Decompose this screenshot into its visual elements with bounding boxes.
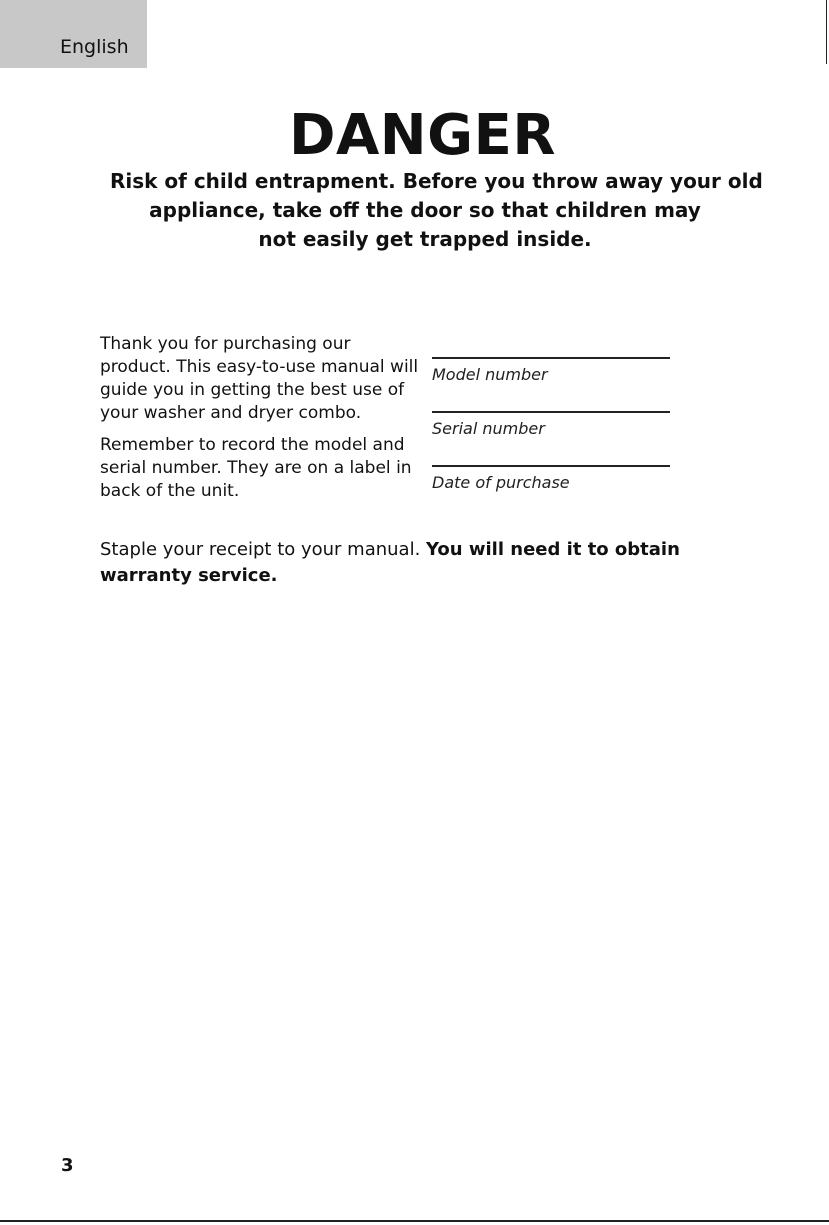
page-edge-mark — [826, 0, 827, 64]
danger-line: not easily get trapped inside. — [258, 227, 592, 251]
danger-line: Risk of child entrapment. Before you throw away your old — [110, 169, 763, 193]
intro-text — [100, 333, 420, 503]
intro-line: back of the unit. — [100, 481, 240, 501]
intro-line: product. This easy-to-use manual will — [100, 357, 419, 377]
bottom-rule — [0, 1220, 829, 1222]
intro-line: serial number. They are on a label in — [100, 458, 412, 478]
receipt-emphasis: You will need it to obtain warranty service. — [100, 539, 680, 586]
receipt-text: Staple your receipt to your manual. — [100, 539, 427, 560]
intro-line: Remember to record the model and — [100, 435, 405, 455]
intro-paragraph-thanks — [100, 333, 420, 425]
date-of-purchase-field: Date of purchase — [432, 465, 670, 492]
intro-line: guide you in getting the best use of — [100, 380, 405, 400]
danger-line: appliance, take off the door so that children may — [149, 198, 701, 222]
receipt-note — [100, 537, 740, 589]
serial-number-field: Serial number — [432, 411, 670, 438]
intro-line: Thank you for purchasing our — [100, 334, 351, 354]
danger-heading: DANGER — [288, 103, 557, 168]
page-number: 3 — [61, 1155, 74, 1176]
model-number-field: Model number — [432, 357, 670, 384]
language-tab — [0, 0, 147, 68]
danger-warning-text — [110, 167, 763, 254]
language-label: English — [60, 36, 129, 58]
intro-line: your washer and dryer combo. — [100, 403, 362, 423]
intro-paragraph-record — [100, 434, 420, 503]
